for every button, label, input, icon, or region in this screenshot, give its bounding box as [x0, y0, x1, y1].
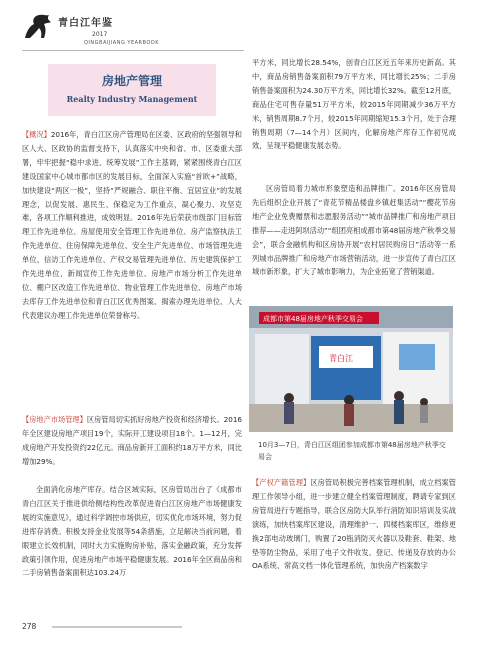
archive-text: 区房管局积极完善档案管理机制，成立档案管理工作领导小组，进一步建立健全档案管理制度，聘请专家到区房管局进行专题指导，联合区房防大队举行消防知识培训及实战演练，加快档案库区建设，清理维护一、四楼档案库区，维修更换2部电动玻璃门，购置了20瓶消防灭火器以及鞋套、鞋架、地垫等防尘物品，采用了电子文件收发、登记、传递及存放的办公OA系统、常高文档一体化管理系统，加快房产档案数字 [252, 478, 456, 571]
archive-paragraph [252, 476, 456, 573]
booth-sign-text: 青白江 [329, 354, 353, 363]
footer-rule [52, 626, 182, 628]
horse-logo-icon [22, 12, 56, 42]
header-rule [22, 50, 244, 51]
market-tag: 【房地产市场管理】 [22, 415, 87, 424]
archive-tag: 【产权产籍管理】 [252, 478, 311, 487]
market-paragraph [22, 413, 242, 469]
overview-tag: 【概况】 [22, 130, 51, 139]
expo-photo-drawing [249, 306, 453, 432]
overview-text: 2016年，青白江区房产管理局在区委、区政府的坚强领导和区人大、区政协的监督支持下，认真落实中央和省、市、区委重大部署，牢牢把握“稳中求进、统筹发展”工作主基调，紧紧围绕青白江区建设国家中心城市都市区的发展目标，全面深入实施“首欧+”战略，加快建设“两区一极”，坚持“严规融合、职住平衡、宜居宜业”的发展理念，以促发展、惠民生、保稳定为工作重点，凝心聚力、攻坚克难，各项工作顺利推进，成效明显。2016年先后荣获市级部门目标管理工作先进单位、房屋使用安全管理工作先进单位、房产监察执法工作先进单位、住房保障先进单位、安全生产先进单位、市场管理先进单位、信访工作先进单位、产权交易管理先进单位、历史建筑保护工作先进单位、新闻宣传工作先进单位、房地产市场分析工作先进单位、棚户区改造工作先进单位、物业管理工作先进单位、房地产市场去库存工作先进单位和青白江区优秀图案、揭索办理先进单位、人大代表建议办理工作先进单位荣誉称号。 [22, 130, 242, 320]
yearbook-subtitle: QINGBAIJIANG YEARBOOK [84, 40, 160, 46]
expo-sign-text: 成都市第48届房地产秋季交易会 [263, 315, 363, 323]
right-text-2: 区房管局着力城市形象塑造和品牌推广。2016年区房管局先后组织企业开展了“青花节精品楼盘乡镇赶集活动”“樱花节房地产企业免费赠票和志愿服务活动”“城市品牌推广和房地产项目推荐——走进阿坝活动”“组团亮相成都市第48届房地产秋季交易会”，联合金融机构和区房协开展“农村居民购房日”活动等一系列城市品牌推广和房地产市场营销活动，进一步宣传了青白江区城市新形象，扩大了城市影响力，为企业拓宽了营销渠道。 [252, 184, 456, 277]
yearbook-title: 青白江年鉴 [58, 18, 113, 29]
photo-caption: 10月3—7日，青白江区组团参加成都市第48届房地产秋季交易会 [258, 441, 446, 461]
overview-paragraph [22, 128, 242, 323]
market-paragraph-2: 全面消化房地产库存。结合区域实际，区房管局出台了《成都市青白江区关于推进供给侧结构性改革促进青白江区房地产市场健康发展的实施意见》，通过科学调控市场供应，切实优化市场环境，努力促进库存消费。积极支持金业发展等54条措施，立足解决当前问题，着眼建立长效机制，同时大力实施购房补贴，落实金融政策，充分发挥政策引领作用，促进房地产市场平稳健康发展。2016年全区商品房和二手房销售备案面积达103.24万 [22, 485, 242, 578]
yearbook-year: 2017 [92, 31, 108, 38]
section-title-en: Realty Industry Management [66, 94, 198, 104]
section-title: 房地产管理 [101, 74, 162, 88]
market-text: 区房管局切实抓好房地产投资和经济增长。2016年全区建设房地产项目19个，实际开工建设项目18个。1—12月，完成房地产开发投资约22亿元。商品房新开工面积约18万平方米，同比增加29%。 [22, 415, 242, 466]
page-number: 278 [22, 622, 37, 631]
right-text-1: 平方米，同比增长28.54%，创青白江区近五年来历史新高。其中，商品房销售备案面积79万平方米，同比增长25%；二手房销售备案面积为24.30万平方米，同比增长32%。截至12月底，商品住宅可售存量51万平方米，较2015年同期减少36万平方米，销售周期8.7个月，较2015年同期缩短15.3个月，处于合理销售周期（7—14个月）区间内，化解房地产库存工作初见成效，呈现平稳健康发展态势。 [252, 58, 456, 151]
expo-photo [249, 306, 453, 432]
yearbook-header [22, 10, 222, 46]
section-banner [48, 64, 216, 116]
